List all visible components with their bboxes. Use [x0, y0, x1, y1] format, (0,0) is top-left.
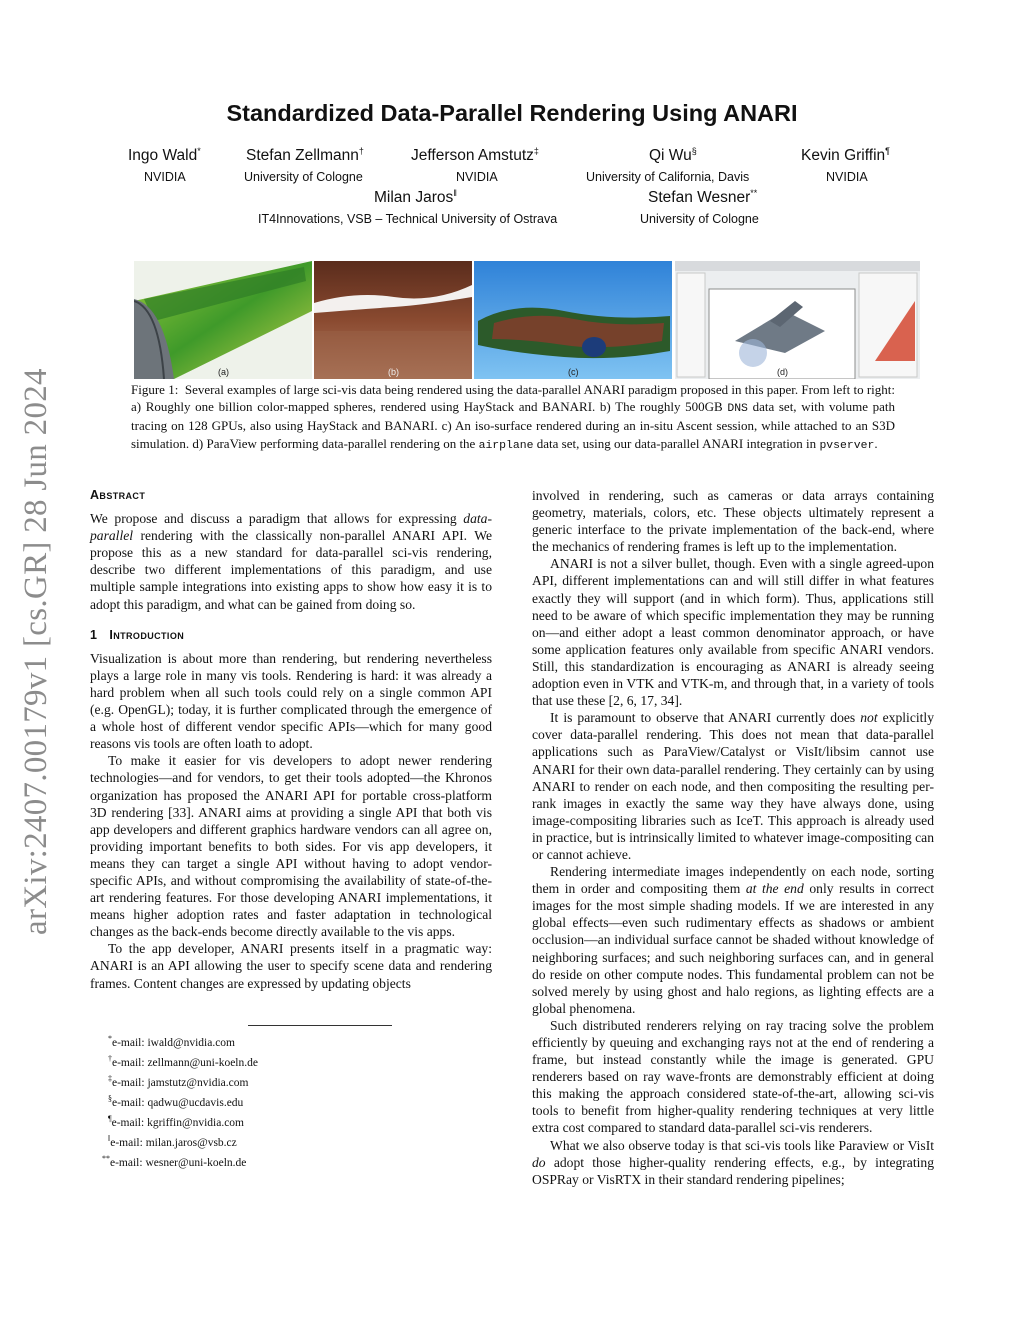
figure-panel-a: [134, 261, 312, 379]
author-name: Stefan Wesner**: [648, 188, 758, 207]
author-affiliation: NVIDIA: [456, 170, 498, 184]
teaser-figure: [134, 261, 920, 379]
author-name: Jefferson Amstutz‡: [411, 146, 539, 165]
footnote: ‖e-mail: milan.jaros@vsb.cz: [108, 1134, 237, 1149]
spheres-render-image: [134, 261, 312, 379]
body-paragraph: What we also observe today is that sci-vis tools like Paraview or VisIt do adopt those higher-quality rendering effects, e.g., by integrating OSPRay or VisRTX in their standard rendering pipelines;: [532, 1137, 934, 1187]
author-affiliation: University of California, Davis: [586, 170, 750, 184]
author-name: Kevin Griffin¶: [801, 146, 890, 165]
iso-surface-render-image: [474, 261, 672, 379]
author-name: Ingo Wald*: [128, 146, 201, 165]
body-paragraph: involved in rendering, such as cameras or data arrays containing geometry, materials, colors, etc. These objects ultimately represent a generic interface to the private implementation of the back-end, where the mechanics of rendering frames is left up to the implementation.: [532, 488, 934, 555]
author-affiliation: University of Cologne: [640, 212, 759, 226]
author-name: Qi Wu§: [649, 146, 697, 165]
footnote: ‡e-mail: jamstutz@nvidia.com: [108, 1074, 249, 1089]
intro-paragraph: Visualization is about more than rendering, but rendering nevertheless plays a large role in many vis tools. Rendering is hard: it was already a hard problem when all such tools could rely on a single common API (e.g. OpenGL); today, it is further complicated through the emergence of a whole host of different vendor specific APIs—which for many good reasons vis tools are often loath to adopt.: [90, 650, 492, 752]
left-column: [90, 487, 492, 992]
right-column: [532, 487, 934, 1188]
panel-label-d: (d): [777, 367, 788, 377]
footnote: **e-mail: wesner@uni-koeln.de: [102, 1154, 247, 1170]
figure-panel-c: [474, 261, 672, 379]
caption-prefix: Figure 1:: [131, 382, 179, 397]
abstract-text: We propose and discuss a paradigm that allows for expressing data-parallel rendering with the classically non-parallel ANARI API. We propose this as a new standard for data-parallel sci-vis rendering, describe two different implementations of this paradigm, and use multiple sample integrations into existing apps to show how easy it is to adopt this paradigm, and what can be gained from doing so.: [90, 511, 492, 612]
author-affiliation: NVIDIA: [826, 170, 868, 184]
body-paragraph: It is paramount to observe that ANARI currently does not explicitly cover data-parallel rendering. This does not mean that data-parallel applications such as ParaView/Catalyst or VisIt/libsim cannot use ANARI for their own data-parallel rendering. They certainly can by using ANARI to render on each node, and then compositing the resulting per-rank images in exactly the same way they have always done, using image-compositing libraries such as IceT. This approach is already used in practice, but is intrinsically limited to whatever image-compositing can or cannot achieve.: [532, 710, 934, 862]
footnotes: [96, 1031, 258, 1171]
figure-panel-b: [314, 261, 472, 379]
author-name: Milan Jaros‖: [374, 188, 457, 207]
arxiv-stamp: arXiv:2407.00179v1 [cs.GR] 28 Jun 2024: [18, 368, 54, 935]
dns-volume-render-image: [314, 261, 472, 379]
author-name: Stefan Zellmann†: [246, 146, 364, 165]
body-paragraph: Rendering intermediate images independently on each node, sorting them in order and compositing them at the end only results in correct images for the most simple shading models. If we are interested in any global effects—even such rudimentary effects as shadows or ambient occlusion—an individual surface cannot be shaded without knowledge of neighboring surfaces; and such neighboring surfaces can, and in general do reside on other compute nodes. This fundamental problem can not be solved merely by using ghost and halo regions, as lighting effects are a global phenomena.: [532, 864, 934, 1016]
footnote: *e-mail: iwald@nvidia.com: [108, 1034, 236, 1049]
panel-label-b: (b): [388, 367, 399, 377]
footnote: §e-mail: qadwu@ucdavis.edu: [108, 1094, 244, 1109]
footnote: †e-mail: zellmann@uni-koeln.de: [108, 1054, 258, 1069]
figure-caption: Figure 1: Several examples of large sci-vis data being rendered using the data-parallel ANARI paradigm proposed in this paper. From left to right: a) Roughly one billion color-mapped spheres, rendered using HayStack and BANARI. b) The roughly 500GB DNS data set, with volume path tracing on 128 GPUs, also using HayStack and BANARI. c) An iso-surface rendered during an in-situ Ascent session, while attached to an S3D simulation. d) ParaView performing data-parallel rendering on the airplane data set, using our data-parallel ANARI integration in pvserver.: [131, 382, 895, 452]
figure-panel-d: [675, 261, 920, 379]
body-paragraph: Such distributed renderers relying on ray tracing solve the problem efficiently by queuing and exchanging rays not at the end of rendering a frame, but instead constantly while the image is generated. GPU renderers based on ray wave-fronts are demonstrably efficient at doing this making the approach considered state-of-the-art, allowing sci-vis tools to benefit from higher-quality rendering techniques at very little extra cost compared to standard data-parallel sci-vis renderers.: [532, 1017, 934, 1136]
footnote-rule: [248, 1025, 392, 1026]
paraview-screenshot-image: [675, 261, 920, 379]
panel-label-c: (c): [568, 367, 579, 377]
intro-paragraph: To the app developer, ANARI presents itself in a pragmatic way: ANARI is an API allowing the user to specify scene data and rendering frames. Content changes are expressed by updating objects: [90, 941, 492, 991]
paper-title: Standardized Data-Parallel Rendering Using ANARI: [226, 100, 798, 126]
intro-paragraph: To make it easier for vis developers to adopt newer rendering technologies—and for vendors, to get their tools adopted—the Khronos organization has proposed the ANARI API for portable cross-platform 3D rendering [33]. ANARI aims at providing a single API that both vis app developers and different graphics hardware vendors can all agree on, providing important benefits to both sides. For vis app developers, it means they can target a single API without having to adopt vendor-specific APIs, and without compromising the availability of state-of-the-art rendering features. For those developing ANARI implementations, it means higher adoption rates and faster adaptation in technological changes as the back-ends become directly available to the vis apps.: [90, 753, 492, 940]
author-affiliation: NVIDIA: [144, 170, 186, 184]
intro-heading: 1 Introduction: [90, 627, 185, 642]
author-affiliation: IT4Innovations, VSB – Technical University of Ostrava: [258, 212, 558, 226]
author-affiliation: University of Cologne: [244, 170, 363, 184]
panel-label-a: (a): [218, 367, 229, 377]
abstract-heading: Abstract: [90, 488, 146, 502]
footnote: ¶e-mail: kgriffin@nvidia.com: [108, 1114, 244, 1129]
body-paragraph: ANARI is not a silver bullet, though. Even with a single agreed-upon API, different implementations can and will still differ in what features exactly they will support (and in which form). Thus, applications still need to be aware of which specific implementation they may be running on—and either adopt a least common denominator approach, or have some application features only available from specific ANARI vendors. Still, this standardization is encouraging as ANARI is already seeing adoption even in VTK and VTK-m, and through that, in a variety of tools that use these [2, 6, 17, 34].: [532, 556, 934, 709]
